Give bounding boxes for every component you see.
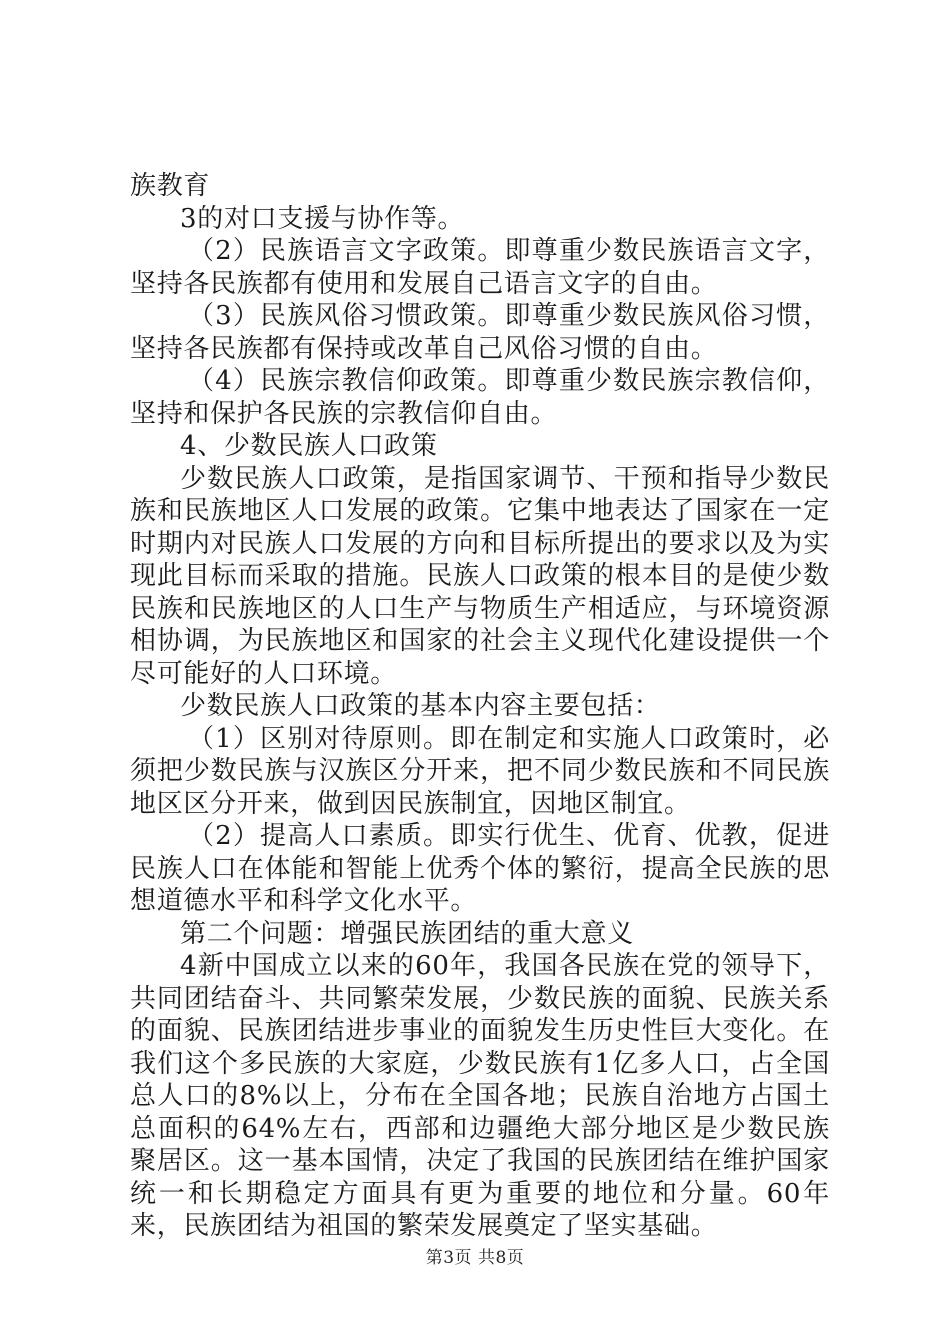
paragraph-continuation: 族教育: [130, 171, 211, 201]
section-heading: 第二个问题：增强民族团结的重大意义: [180, 918, 634, 949]
paragraph-item: （2）提高人口素质。即实行优生、优育、优教，促进民族人口在体能和智能上优秀个体的繁衍，提高全民族的思想道德水平和科学文化水平。: [130, 821, 830, 916]
paragraph: 少数民族人口政策的基本内容主要包括：: [180, 691, 661, 721]
paragraph-item: （1）区别对待原则。即在制定和实施人口政策时，必须把少数民族与汉族区分开来，把不同少数民族和不同民族地区区分开来，做到因民族制宜，因地区制宜。: [130, 723, 830, 819]
page-number-footer: 第3页 共8页: [425, 1248, 525, 1268]
paragraph-item: （3）民族风俗习惯政策。即尊重少数民族风俗习惯，坚持各民族都有保持或改革自己风俗习惯的自由。: [130, 301, 830, 364]
paragraph: 少数民族人口政策，是指国家调节、干预和指导少数民族和民族地区人口发展的政策。它集中地表达了国家在一定时期内对民族人口发展的方向和目标所提出的要求以及为实现此目标而采取的措施。民族人口政策的根本目的是使少数民族和民族地区的人口生产与物质生产相适应，与环境资源相协调，为民族地区和国家的社会主义现代化建设提供一个尽可能好的人口环境。: [130, 463, 830, 689]
document-body: [130, 170, 830, 1243]
paragraph-item: （2）民族语言文字政策。即尊重少数民族语言文字，坚持各民族都有使用和发展自己语言文字的自由。: [130, 236, 830, 299]
section-heading: 4、少数民族人口政策: [180, 431, 438, 461]
paragraph-item: 3的对口支援与协作等。: [180, 203, 465, 234]
paragraph: 4新中国成立以来的60年，我国各民族在党的领导下，共同团结奋斗、共同繁荣发展，少数民族的面貌、民族关系的面貌、民族团结进步事业的面貌发生历史性巨大变化。在我们这个多民族的大家庭，少数民族有1亿多人口，占全国总人口的8%以上，分布在全国各地；民族自治地方占国土总面积的64%左右，西部和边疆绝大部分地区是少数民族聚居区。这一基本国情，决定了我国的民族团结在维护国家统一和长期稳定方面具有更为重要的地位和分量。60年来，民族团结为祖国的繁荣发展奠定了坚实基础。: [130, 951, 830, 1241]
paragraph-item: （4）民族宗教信仰政策。即尊重少数民族宗教信仰，坚持和保护各民族的宗教信仰自由。: [130, 366, 830, 429]
